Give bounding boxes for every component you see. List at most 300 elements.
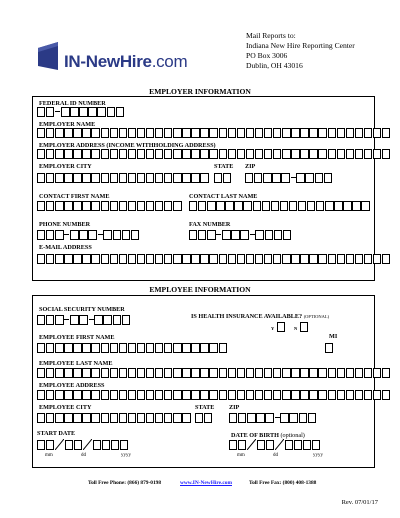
char-box[interactable] (209, 128, 217, 138)
char-box[interactable] (328, 128, 336, 138)
char-box[interactable] (113, 230, 121, 240)
char-box[interactable] (110, 149, 118, 159)
contact-first-name-field[interactable] (37, 201, 182, 211)
char-box[interactable] (246, 149, 254, 159)
char-box[interactable] (237, 128, 245, 138)
char-box[interactable] (191, 254, 199, 264)
char-box[interactable] (300, 254, 308, 264)
char-box[interactable] (200, 254, 208, 264)
char-box[interactable] (373, 128, 381, 138)
char-box[interactable] (65, 440, 73, 450)
char-box[interactable] (209, 254, 217, 264)
char-box[interactable] (243, 201, 251, 211)
employer-state-field[interactable] (214, 173, 232, 183)
char-box[interactable] (137, 390, 145, 400)
char-box[interactable] (128, 343, 136, 353)
char-box[interactable] (200, 368, 208, 378)
char-box[interactable] (155, 254, 163, 264)
char-box[interactable] (318, 368, 326, 378)
char-box[interactable] (55, 368, 63, 378)
char-box[interactable] (46, 173, 54, 183)
char-box[interactable] (361, 201, 369, 211)
char-box[interactable] (164, 254, 172, 264)
char-box[interactable] (382, 128, 390, 138)
char-box[interactable] (46, 413, 54, 423)
char-box[interactable] (264, 390, 272, 400)
char-box[interactable] (191, 368, 199, 378)
char-box[interactable] (137, 128, 145, 138)
char-box[interactable] (200, 149, 208, 159)
employee-state-field[interactable] (195, 413, 213, 423)
char-box[interactable] (137, 368, 145, 378)
char-box[interactable] (355, 254, 363, 264)
char-box[interactable] (364, 390, 372, 400)
char-box[interactable] (328, 254, 336, 264)
char-box[interactable] (55, 413, 63, 423)
char-box[interactable] (214, 173, 222, 183)
char-box[interactable] (91, 390, 99, 400)
char-box[interactable] (300, 149, 308, 159)
char-box[interactable] (216, 201, 224, 211)
char-box[interactable] (155, 149, 163, 159)
char-box[interactable] (238, 413, 246, 423)
char-box[interactable] (291, 128, 299, 138)
char-box[interactable] (101, 173, 109, 183)
char-box[interactable] (346, 149, 354, 159)
char-box[interactable] (55, 254, 63, 264)
char-box[interactable] (191, 343, 199, 353)
char-box[interactable] (282, 254, 290, 264)
char-box[interactable] (255, 230, 263, 240)
char-box[interactable] (300, 128, 308, 138)
char-box[interactable] (110, 413, 118, 423)
char-box[interactable] (191, 128, 199, 138)
char-box[interactable] (228, 368, 236, 378)
char-box[interactable] (101, 201, 109, 211)
char-box[interactable] (209, 390, 217, 400)
char-box[interactable] (355, 390, 363, 400)
char-box[interactable] (299, 413, 307, 423)
char-box[interactable] (173, 128, 181, 138)
char-box[interactable] (110, 128, 118, 138)
char-box[interactable] (173, 201, 181, 211)
char-box[interactable] (346, 128, 354, 138)
char-box[interactable] (82, 128, 90, 138)
char-box[interactable] (46, 201, 54, 211)
char-box[interactable] (155, 368, 163, 378)
char-box[interactable] (237, 149, 245, 159)
char-box[interactable] (128, 254, 136, 264)
char-box[interactable] (255, 128, 263, 138)
char-box[interactable] (182, 390, 190, 400)
char-box[interactable] (55, 230, 63, 240)
health-no-checkbox[interactable] (300, 322, 309, 332)
char-box[interactable] (110, 201, 118, 211)
char-box[interactable] (291, 149, 299, 159)
char-box[interactable] (337, 254, 345, 264)
char-box[interactable] (191, 149, 199, 159)
char-box[interactable] (79, 107, 87, 117)
char-box[interactable] (55, 173, 63, 183)
char-box[interactable] (91, 201, 99, 211)
char-box[interactable] (155, 343, 163, 353)
char-box[interactable] (122, 230, 130, 240)
char-box[interactable] (334, 201, 342, 211)
char-box[interactable] (228, 149, 236, 159)
char-box[interactable] (137, 201, 145, 211)
char-box[interactable] (255, 149, 263, 159)
char-box[interactable] (364, 368, 372, 378)
char-box[interactable] (200, 343, 208, 353)
char-box[interactable] (273, 128, 281, 138)
char-box[interactable] (119, 254, 127, 264)
char-box[interactable] (73, 201, 81, 211)
char-box[interactable] (91, 343, 99, 353)
char-box[interactable] (291, 390, 299, 400)
char-box[interactable] (346, 368, 354, 378)
char-box[interactable] (70, 315, 78, 325)
char-box[interactable] (246, 128, 254, 138)
char-box[interactable] (82, 173, 90, 183)
char-box[interactable] (64, 128, 72, 138)
char-box[interactable] (116, 107, 124, 117)
char-box[interactable] (307, 201, 315, 211)
char-box[interactable] (173, 254, 181, 264)
char-box[interactable] (222, 230, 230, 240)
char-box[interactable] (91, 128, 99, 138)
char-box[interactable] (182, 173, 190, 183)
char-box[interactable] (237, 254, 245, 264)
char-box[interactable] (46, 315, 54, 325)
contact-last-name-field[interactable] (189, 201, 371, 211)
char-box[interactable] (219, 390, 227, 400)
char-box[interactable] (291, 254, 299, 264)
char-box[interactable] (182, 413, 190, 423)
char-box[interactable] (146, 368, 154, 378)
char-box[interactable] (37, 440, 45, 450)
char-box[interactable] (120, 440, 128, 450)
char-box[interactable] (55, 201, 63, 211)
char-box[interactable] (280, 201, 288, 211)
employer-zip-field[interactable] (245, 173, 333, 183)
char-box[interactable] (119, 173, 127, 183)
char-box[interactable] (219, 368, 227, 378)
char-box[interactable] (364, 254, 372, 264)
char-box[interactable] (337, 390, 345, 400)
employee-last-name-field[interactable] (37, 368, 391, 378)
char-box[interactable] (164, 149, 172, 159)
health-yes-checkbox[interactable] (277, 322, 286, 332)
char-box[interactable] (182, 128, 190, 138)
char-box[interactable] (182, 368, 190, 378)
char-box[interactable] (200, 128, 208, 138)
char-box[interactable] (337, 149, 345, 159)
char-box[interactable] (238, 440, 246, 450)
char-box[interactable] (198, 201, 206, 211)
char-box[interactable] (137, 343, 145, 353)
char-box[interactable] (272, 173, 280, 183)
char-box[interactable] (128, 149, 136, 159)
char-box[interactable] (191, 173, 199, 183)
char-box[interactable] (256, 413, 264, 423)
char-box[interactable] (281, 173, 289, 183)
char-box[interactable] (264, 149, 272, 159)
char-box[interactable] (82, 254, 90, 264)
char-box[interactable] (155, 390, 163, 400)
char-box[interactable] (119, 128, 127, 138)
char-box[interactable] (296, 173, 304, 183)
char-box[interactable] (73, 368, 81, 378)
char-box[interactable] (128, 368, 136, 378)
char-box[interactable] (64, 390, 72, 400)
char-box[interactable] (355, 149, 363, 159)
char-box[interactable] (91, 173, 99, 183)
char-box[interactable] (266, 440, 274, 450)
char-box[interactable] (231, 230, 239, 240)
char-box[interactable] (240, 230, 248, 240)
char-box[interactable] (228, 390, 236, 400)
char-box[interactable] (337, 128, 345, 138)
char-box[interactable] (137, 254, 145, 264)
char-box[interactable] (37, 368, 45, 378)
char-box[interactable] (46, 107, 54, 117)
char-box[interactable] (265, 230, 273, 240)
char-box[interactable] (195, 413, 203, 423)
char-box[interactable] (119, 413, 127, 423)
char-box[interactable] (346, 390, 354, 400)
char-box[interactable] (64, 343, 72, 353)
char-box[interactable] (103, 315, 111, 325)
char-box[interactable] (318, 149, 326, 159)
char-box[interactable] (337, 368, 345, 378)
char-box[interactable] (64, 173, 72, 183)
employer-address-field[interactable] (37, 149, 391, 159)
char-box[interactable] (91, 413, 99, 423)
fax-number-field[interactable] (189, 230, 292, 240)
char-box[interactable] (37, 390, 45, 400)
char-box[interactable] (155, 201, 163, 211)
char-box[interactable] (271, 201, 279, 211)
char-box[interactable] (64, 413, 72, 423)
char-box[interactable] (273, 368, 281, 378)
middle-initial-field[interactable] (325, 343, 334, 353)
char-box[interactable] (382, 254, 390, 264)
char-box[interactable] (94, 315, 102, 325)
char-box[interactable] (280, 413, 288, 423)
char-box[interactable] (182, 343, 190, 353)
char-box[interactable] (207, 230, 215, 240)
char-box[interactable] (146, 413, 154, 423)
char-box[interactable] (373, 390, 381, 400)
char-box[interactable] (73, 390, 81, 400)
char-box[interactable] (207, 201, 215, 211)
char-box[interactable] (291, 368, 299, 378)
char-box[interactable] (155, 128, 163, 138)
char-box[interactable] (82, 413, 90, 423)
char-box[interactable] (70, 230, 78, 240)
char-box[interactable] (110, 368, 118, 378)
char-box[interactable] (146, 343, 154, 353)
char-box[interactable] (55, 315, 63, 325)
char-box[interactable] (73, 149, 81, 159)
char-box[interactable] (119, 390, 127, 400)
email-address-field[interactable] (37, 254, 391, 264)
char-box[interactable] (93, 440, 101, 450)
char-box[interactable] (74, 440, 82, 450)
char-box[interactable] (101, 343, 109, 353)
char-box[interactable] (209, 368, 217, 378)
char-box[interactable] (97, 107, 105, 117)
char-box[interactable] (309, 390, 317, 400)
char-box[interactable] (82, 149, 90, 159)
char-box[interactable] (325, 343, 333, 353)
char-box[interactable] (364, 128, 372, 138)
char-box[interactable] (246, 390, 254, 400)
char-box[interactable] (219, 128, 227, 138)
char-box[interactable] (164, 128, 172, 138)
char-box[interactable] (225, 201, 233, 211)
char-box[interactable] (55, 390, 63, 400)
char-box[interactable] (355, 128, 363, 138)
char-box[interactable] (173, 390, 181, 400)
char-box[interactable] (128, 173, 136, 183)
char-box[interactable] (298, 201, 306, 211)
char-box[interactable] (245, 173, 253, 183)
char-box[interactable] (173, 173, 181, 183)
ssn-field[interactable] (37, 315, 131, 325)
char-box[interactable] (82, 343, 90, 353)
char-box[interactable] (247, 413, 255, 423)
char-box[interactable] (173, 368, 181, 378)
char-box[interactable] (200, 173, 208, 183)
char-box[interactable] (46, 230, 54, 240)
char-box[interactable] (146, 149, 154, 159)
char-box[interactable] (164, 390, 172, 400)
char-box[interactable] (204, 413, 212, 423)
char-box[interactable] (111, 440, 119, 450)
char-box[interactable] (155, 413, 163, 423)
char-box[interactable] (219, 343, 227, 353)
char-box[interactable] (137, 173, 145, 183)
char-box[interactable] (79, 315, 87, 325)
char-box[interactable] (46, 440, 54, 450)
char-box[interactable] (173, 343, 181, 353)
char-box[interactable] (73, 128, 81, 138)
char-box[interactable] (64, 368, 72, 378)
char-box[interactable] (164, 413, 172, 423)
char-box[interactable] (37, 343, 45, 353)
char-box[interactable] (64, 254, 72, 264)
char-box[interactable] (282, 390, 290, 400)
char-box[interactable] (229, 440, 237, 450)
char-box[interactable] (264, 368, 272, 378)
char-box[interactable] (113, 315, 121, 325)
char-box[interactable] (146, 128, 154, 138)
char-box[interactable] (146, 201, 154, 211)
char-box[interactable] (198, 230, 206, 240)
char-box[interactable] (303, 440, 311, 450)
char-box[interactable] (273, 254, 281, 264)
char-box[interactable] (128, 413, 136, 423)
char-box[interactable] (308, 413, 316, 423)
char-box[interactable] (55, 128, 63, 138)
char-box[interactable] (61, 107, 69, 117)
char-box[interactable] (128, 128, 136, 138)
char-box[interactable] (209, 343, 217, 353)
char-box[interactable] (155, 173, 163, 183)
char-box[interactable] (73, 173, 81, 183)
char-box[interactable] (312, 440, 320, 450)
char-box[interactable] (82, 368, 90, 378)
char-box[interactable] (37, 201, 45, 211)
char-box[interactable] (262, 201, 270, 211)
char-box[interactable] (73, 343, 81, 353)
char-box[interactable] (119, 343, 127, 353)
char-box[interactable] (324, 173, 332, 183)
char-box[interactable] (355, 368, 363, 378)
char-box[interactable] (101, 128, 109, 138)
char-box[interactable] (274, 230, 282, 240)
char-box[interactable] (55, 343, 63, 353)
char-box[interactable] (282, 128, 290, 138)
char-box[interactable] (146, 173, 154, 183)
char-box[interactable] (263, 173, 271, 183)
char-box[interactable] (79, 230, 87, 240)
char-box[interactable] (91, 254, 99, 264)
char-box[interactable] (37, 128, 45, 138)
char-box[interactable] (219, 254, 227, 264)
char-box[interactable] (382, 149, 390, 159)
char-box[interactable] (289, 413, 297, 423)
char-box[interactable] (146, 254, 154, 264)
char-box[interactable] (318, 390, 326, 400)
char-box[interactable] (309, 128, 317, 138)
char-box[interactable] (107, 107, 115, 117)
char-box[interactable] (119, 368, 127, 378)
employee-city-field[interactable] (37, 413, 191, 423)
char-box[interactable] (37, 173, 45, 183)
char-box[interactable] (328, 390, 336, 400)
char-box[interactable] (46, 149, 54, 159)
char-box[interactable] (309, 149, 317, 159)
char-box[interactable] (146, 390, 154, 400)
char-box[interactable] (110, 390, 118, 400)
char-box[interactable] (37, 254, 45, 264)
char-box[interactable] (373, 254, 381, 264)
char-box[interactable] (88, 230, 96, 240)
char-box[interactable] (346, 254, 354, 264)
char-box[interactable] (191, 390, 199, 400)
char-box[interactable] (110, 173, 118, 183)
char-box[interactable] (316, 201, 324, 211)
date-of-birth-field[interactable] (229, 439, 321, 450)
char-box[interactable] (309, 254, 317, 264)
char-box[interactable] (101, 413, 109, 423)
footer-website-link[interactable] (180, 480, 232, 486)
char-box[interactable] (264, 254, 272, 264)
char-box[interactable] (164, 343, 172, 353)
char-box[interactable] (37, 149, 45, 159)
char-box[interactable] (46, 254, 54, 264)
employee-address-field[interactable] (37, 390, 391, 400)
char-box[interactable] (164, 368, 172, 378)
char-box[interactable] (273, 390, 281, 400)
char-box[interactable] (382, 390, 390, 400)
char-box[interactable] (200, 390, 208, 400)
char-box[interactable] (189, 230, 197, 240)
char-box[interactable] (70, 107, 78, 117)
char-box[interactable] (82, 390, 90, 400)
